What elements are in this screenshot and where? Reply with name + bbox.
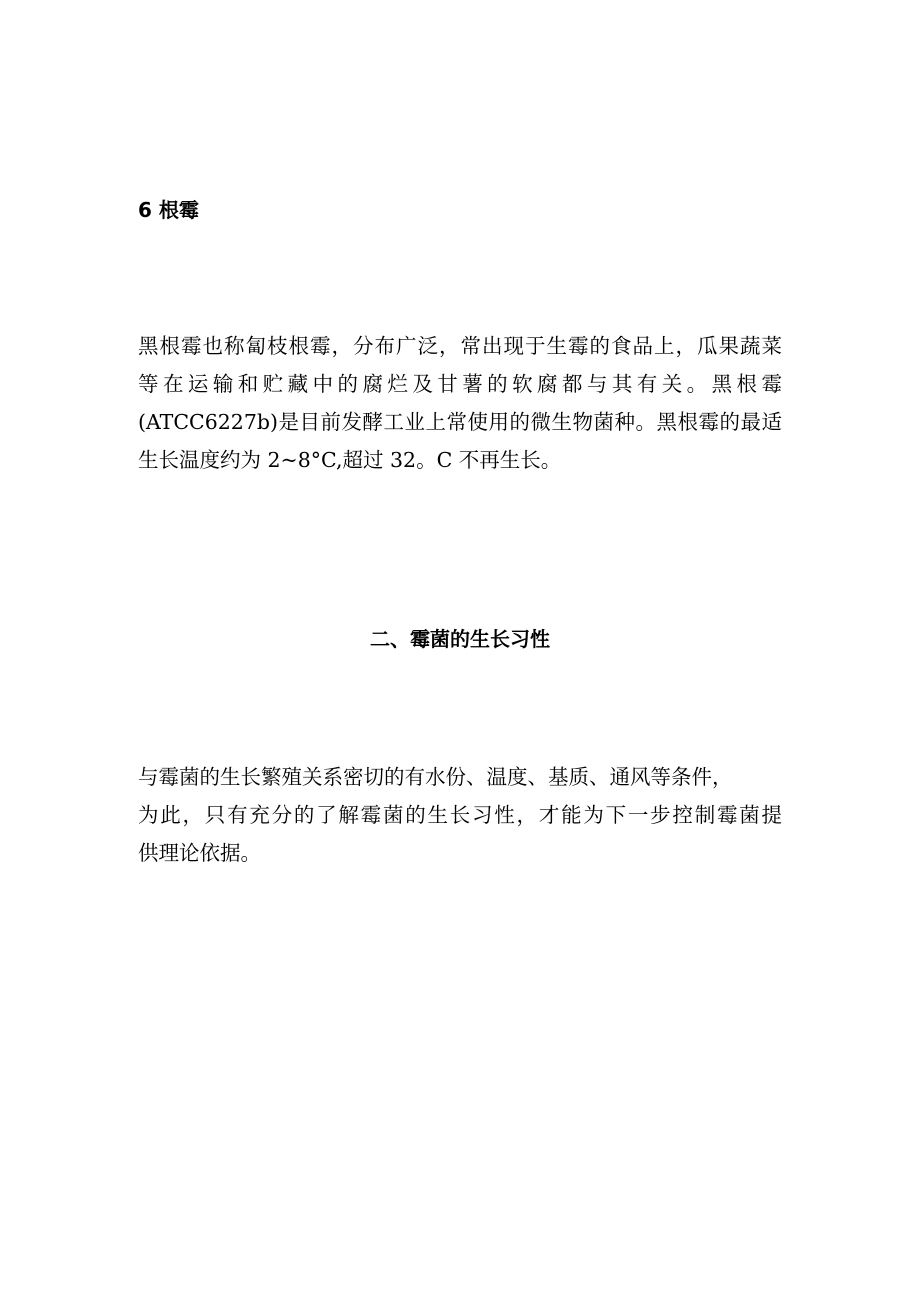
paragraph-line: 与霉菌的生长繁殖关系密切的有水份、温度、基质、通风等条件， xyxy=(138,765,733,789)
paragraph-line: 为此，只有充分的了解霉菌的生长习性，才能为下一步控制霉菌提 xyxy=(138,803,782,827)
paragraph-line: 供理论依据。 xyxy=(138,841,261,865)
paragraph-line: 黑根霉也称匐枝根霉，分布广泛，常出现于生霉的食品上，瓜果蔬菜 xyxy=(138,334,782,358)
paragraph-line: (ATCC6227b)是目前发酵工业上常使用的微生物菌种。黑根霉的最适 xyxy=(138,410,782,434)
paragraph-line: 生长温度约为 2~8°C,超过 32。C 不再生长。 xyxy=(138,448,562,472)
paragraph-rhizopus xyxy=(138,327,782,479)
section-heading: 6 根霉 xyxy=(138,198,199,222)
chapter-heading: 二、霉菌的生长习性 xyxy=(370,627,550,651)
paragraph-line: 等在运输和贮藏中的腐烂及甘薯的软腐都与其有关。黑根霉 xyxy=(138,372,782,396)
paragraph-growth-habits xyxy=(138,758,782,872)
